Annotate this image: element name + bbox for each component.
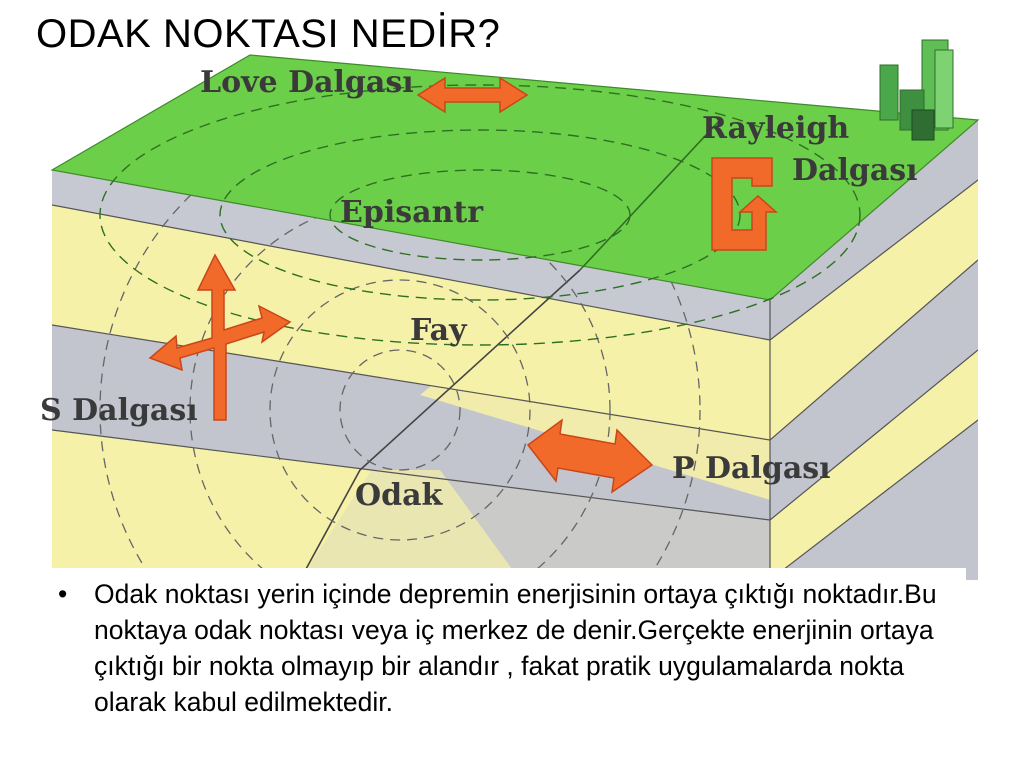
bullet-text: Odak noktası yerin içinde depremin enerjisinin ortaya çıktığı noktadır.Bu noktaya odak noktası veya iç merkez de denir.Gerçekte enerjinin ortaya çıktığı bir nokta olmayıp bir alandır , fakat pratik uygulamalarda nokta olarak kabul edilmektedir. <box>94 579 937 717</box>
label-rayleigh-line2: Dalgası <box>792 153 918 188</box>
label-rayleigh-line1: Rayleigh <box>702 111 850 146</box>
bullet-icon: • <box>58 579 68 609</box>
label-p-wave: P Dalgası <box>672 451 831 486</box>
label-s-wave: S Dalgası <box>40 393 198 428</box>
label-odak: Odak <box>355 478 443 513</box>
label-fay: Fay <box>410 313 467 348</box>
slide-title: ODAK NOKTASI NEDİR? <box>36 12 501 56</box>
label-episantr: Episantr <box>340 195 484 230</box>
bullet-item <box>44 568 954 720</box>
label-love-wave: Love Dalgası <box>200 65 414 100</box>
text-panel <box>44 568 966 768</box>
bullet-list <box>44 568 966 720</box>
